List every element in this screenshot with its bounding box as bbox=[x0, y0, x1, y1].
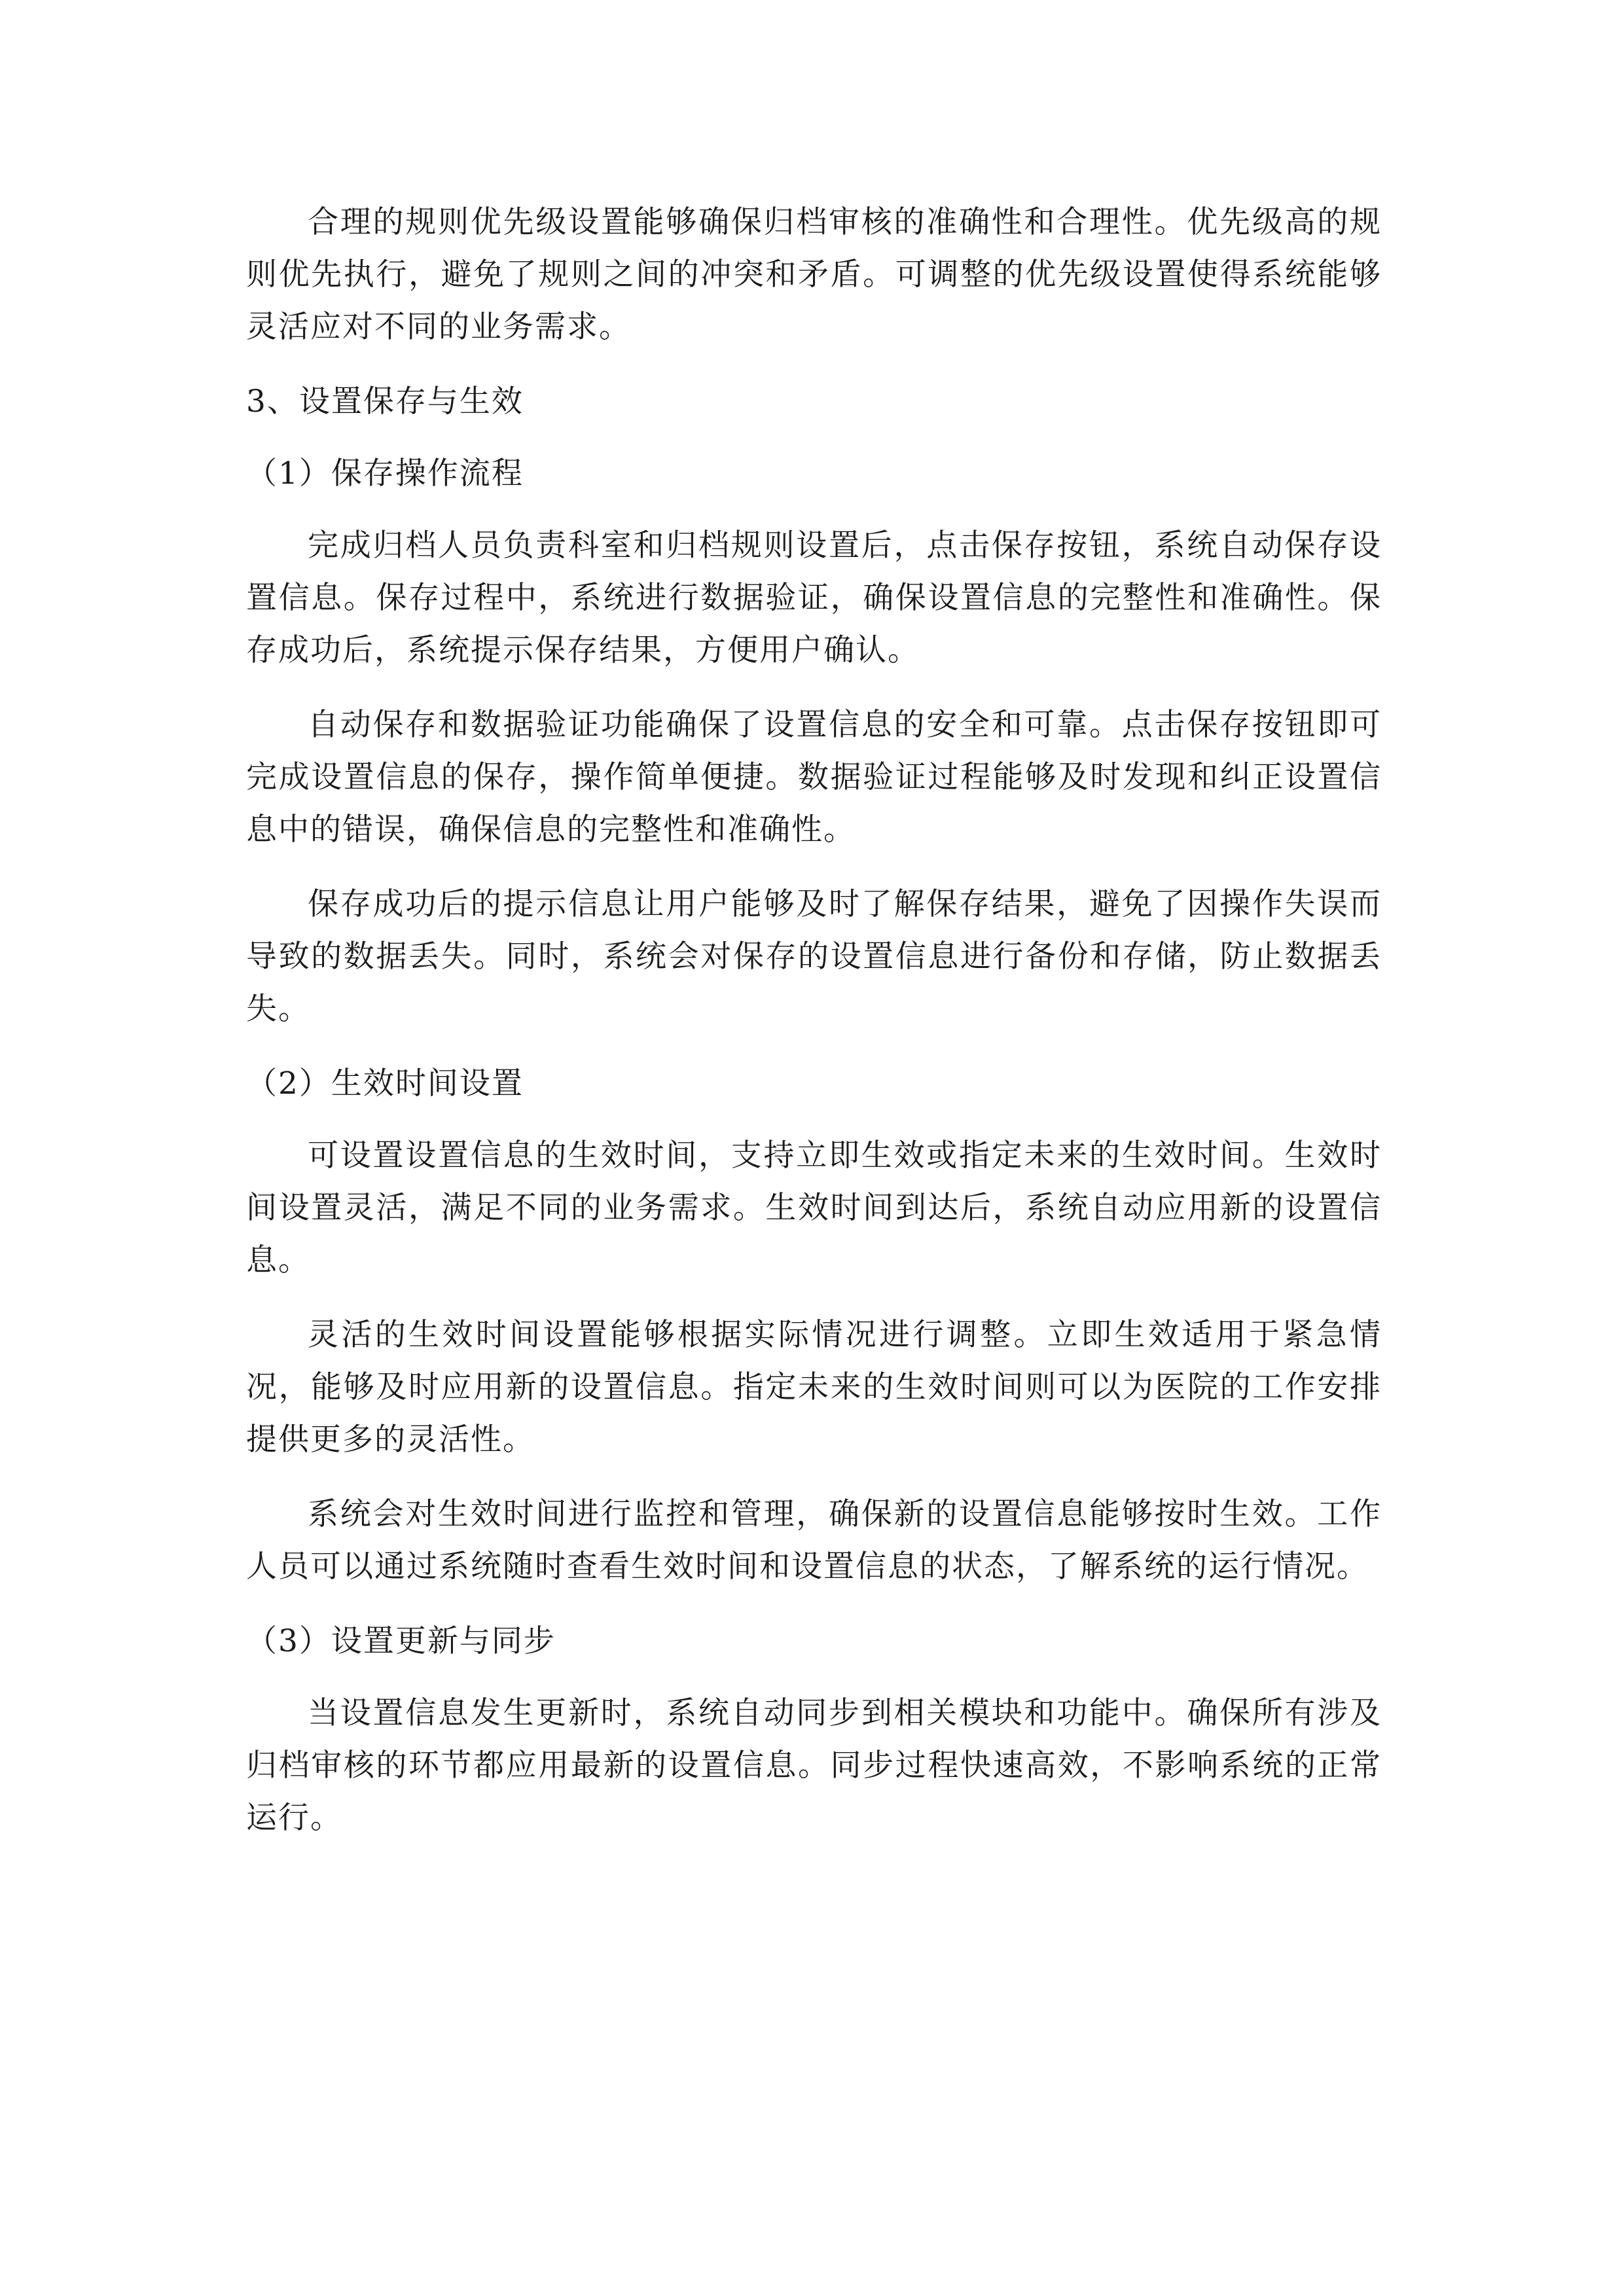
subheading-save-flow: （1）保存操作流程 bbox=[246, 456, 524, 492]
paragraph-effective-time: 可设置设置信息的生效时间，支持立即生效或指定未来的生效时间。生效时间设置灵活，满足不同的业务需求。生效时间到达后，系统自动应用新的设置信息。 bbox=[246, 1138, 1382, 1278]
section-heading-save-and-effect: 3、设置保存与生效 bbox=[246, 384, 524, 420]
paragraph-priority-rules: 合理的规则优先级设置能够确保归档审核的准确性和合理性。优先级高的规则优先执行，避免了规则之间的冲突和矛盾。可调整的优先级设置使得系统能够灵活应对不同的业务需求。 bbox=[246, 204, 1382, 345]
subheading-effective-time: （2）生效时间设置 bbox=[246, 1066, 524, 1102]
subheading-update-sync: （3）设置更新与同步 bbox=[246, 1623, 556, 1659]
paragraph-update-sync: 当设置信息发生更新时，系统自动同步到相关模块和功能中。确保所有涉及归档审核的环节都应用最新的设置信息。同步过程快速高效，不影响系统的正常运行。 bbox=[246, 1695, 1382, 1836]
document-body bbox=[246, 196, 1382, 1867]
paragraph-auto-save: 自动保存和数据验证功能确保了设置信息的安全和可靠。点击保存按钮即可完成设置信息的保存，操作简单便捷。数据验证过程能够及时发现和纠正设置信息中的错误，确保信息的完整性和准确性。 bbox=[246, 707, 1382, 848]
paragraph-save-prompt: 保存成功后的提示信息让用户能够及时了解保存结果，避免了因操作失误而导致的数据丢失。同时，系统会对保存的设置信息进行备份和存储，防止数据丢失。 bbox=[246, 886, 1382, 1027]
paragraph-time-monitoring: 系统会对生效时间进行监控和管理，确保新的设置信息能够按时生效。工作人员可以通过系统随时查看生效时间和设置信息的状态，了解系统的运行情况。 bbox=[246, 1496, 1382, 1585]
paragraph-save-flow: 完成归档人员负责科室和归档规则设置后，点击保存按钮，系统自动保存设置信息。保存过程中，系统进行数据验证，确保设置信息的完整性和准确性。保存成功后，系统提示保存结果，方便用户确认。 bbox=[246, 528, 1382, 668]
paragraph-flexible-time: 灵活的生效时间设置能够根据实际情况进行调整。立即生效适用于紧急情况，能够及时应用新的设置信息。指定未来的生效时间则可以为医院的工作安排提供更多的灵活性。 bbox=[246, 1317, 1382, 1458]
